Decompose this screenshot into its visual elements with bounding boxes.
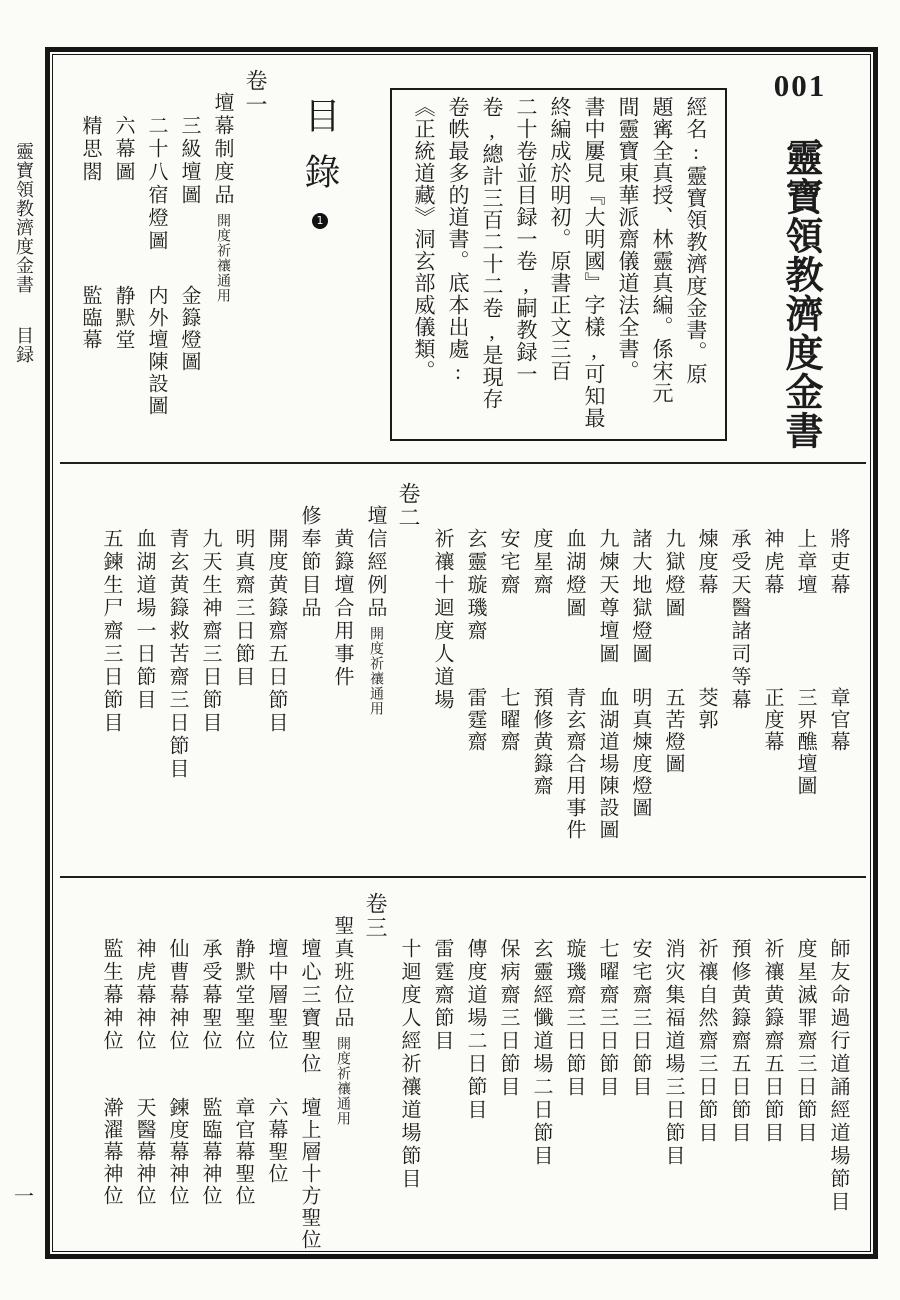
section-divider-1: [60, 462, 866, 464]
note-line: 二十卷並目録一卷,嗣教録一: [514, 96, 538, 385]
volume-1-list: [62, 65, 270, 457]
entry-title: 七曜齋三日節目: [596, 938, 618, 1099]
toc-entry: [724, 888, 753, 1256]
footnote-1-icon: 1: [312, 213, 328, 229]
toc-entry: [261, 478, 290, 874]
entry-title: 消灾集福道場三日節目: [662, 938, 684, 1168]
toc-entry: [658, 478, 687, 874]
entry-subtitle: 章官幕: [827, 687, 849, 753]
margin-section-label: 目録: [14, 326, 34, 364]
entry-title: 預修黄籙齋五日節目: [728, 938, 750, 1145]
entry-subtitle: 六幕聖位: [265, 1097, 287, 1185]
toc-entry: [327, 888, 357, 1256]
entry-title: 壇幕制度品: [211, 92, 233, 207]
entry-title: 青玄黄籙救苦齋三日節目: [166, 528, 188, 781]
bibliographic-note-text: [405, 96, 711, 433]
toc-entry: [228, 478, 257, 874]
toc-entry: [75, 65, 104, 457]
entry-title: 監生幕神位: [100, 938, 122, 1053]
entry-title: 神虎幕神位: [133, 938, 155, 1053]
entry-title: 玄靈經懺道場二日節目: [530, 938, 552, 1168]
toc-entry: [592, 478, 621, 874]
entry-title: 十迴度人經祈禳道場節目: [398, 938, 420, 1191]
note-line: 《正統道藏》洞玄部威儀類。: [412, 96, 436, 382]
entry-subtitle: 七曜齋: [497, 687, 519, 753]
entry-title: 玄靈璇璣齋: [464, 528, 486, 643]
note-line: 經名:靈寶領教濟度金書。原: [684, 96, 708, 385]
entry-title: 六幕圖: [112, 115, 134, 184]
toc-entry: [526, 888, 555, 1256]
entry-title: 承受天醫諸司等幕: [728, 528, 750, 712]
toc-entry: [790, 478, 819, 874]
toc-entry: [195, 888, 224, 1256]
toc-heading: [299, 97, 341, 229]
toc-entry: [427, 888, 456, 1256]
entry-title: 保病齋三日節目: [497, 938, 519, 1099]
volume-label-text: 卷一: [243, 69, 268, 117]
toc-heading-text: 目錄: [300, 97, 340, 209]
entry-title: 雷霆齋節目: [431, 938, 453, 1053]
toc-entry: [427, 478, 456, 874]
entry-title: 壇心三寶聖位: [298, 938, 320, 1076]
volume-label: [361, 888, 390, 1256]
entry-subtitle: 天醫幕神位: [133, 1097, 155, 1207]
note-line: 終編成於明初。原書正文三百: [548, 96, 572, 382]
volume-2-list: [62, 478, 852, 874]
toc-entry: [757, 478, 786, 874]
entry-title: 祈禳自然齋三日節目: [695, 938, 717, 1145]
entry-subtitle: 静默堂: [112, 285, 134, 351]
entry-title: 祈禳黄籙齋五日節目: [761, 938, 783, 1145]
toc-entry: [394, 888, 423, 1256]
entry-title: 明真齋三日節目: [232, 528, 254, 689]
section-divider-2: [60, 876, 866, 878]
toc-entry: [360, 478, 390, 874]
entry-title: 修奉節目品: [298, 505, 320, 620]
toc-entry: [790, 888, 819, 1256]
entry-title: 祈禳十迴度人道場: [431, 528, 453, 712]
toc-entry: [108, 65, 137, 457]
toc-entry: [195, 478, 224, 874]
folio-number: 001: [773, 68, 827, 103]
entry-title: 安宅齋: [497, 528, 519, 597]
entry-subtitle: 茭郭: [695, 687, 717, 731]
entry-title: 度星齋: [530, 528, 552, 597]
toc-entry: [162, 888, 191, 1256]
toc-entry: [592, 888, 621, 1256]
margin-book-title-text: 靈寶領教濟度金書: [14, 142, 34, 294]
bibliographic-note-box: [390, 88, 727, 441]
page-number-label: 一: [14, 1186, 34, 1208]
entry-title: 仙曹幕神位: [166, 938, 188, 1053]
note-line: 卷帙最多的道書。底本出處:: [446, 96, 470, 385]
volume-3-list: [62, 888, 852, 1256]
entry-note: 開度祈禳通用: [215, 213, 230, 303]
entry-subtitle: 明真煉度燈圖: [629, 687, 651, 819]
entry-subtitle: 鍊度幕神位: [166, 1097, 188, 1207]
entry-title: 精思閤: [79, 115, 101, 184]
entry-subtitle: 澣濯幕神位: [100, 1097, 122, 1207]
entry-title: 九天生神齋三日節目: [199, 528, 221, 735]
entry-title: 九獄燈圖: [662, 528, 684, 620]
entry-subtitle: 三界醮壇圖: [794, 687, 816, 797]
toc-entry: [174, 65, 203, 457]
entry-subtitle: 青玄齋合用事件: [563, 687, 585, 841]
toc-entry: [691, 478, 720, 874]
entry-title: 上章壇: [794, 528, 816, 597]
entry-title: 師友命過行道誦經道場節目: [827, 938, 849, 1214]
entry-title: 安宅齋三日節目: [629, 938, 651, 1099]
note-line: 卷,總計三百二十二卷,是現存: [480, 96, 504, 410]
entry-title: 將吏幕: [827, 528, 849, 597]
entry-title: 煉度幕: [695, 528, 717, 597]
entry-title: 神虎幕: [761, 528, 783, 597]
toc-entry: [724, 478, 753, 874]
note-line: 題寗全真授、林靈真編。係宋元: [650, 96, 674, 404]
entry-title: 九煉天尊壇圖: [596, 528, 618, 666]
toc-entry: [625, 888, 654, 1256]
entry-subtitle: 預修黄籙齋: [530, 687, 552, 797]
entry-title: 璇璣齋三日節目: [563, 938, 585, 1099]
entry-title: 静默堂聖位: [232, 938, 254, 1053]
toc-entry: [460, 888, 489, 1256]
toc-entry: [261, 888, 290, 1256]
entry-title: 度星滅罪齋三日節目: [794, 938, 816, 1145]
entry-subtitle: 内外壇陳設圖: [145, 285, 167, 417]
entry-title: 諸大地獄燈圖: [629, 528, 651, 666]
entry-title: 二十八宿燈圖: [145, 115, 167, 253]
toc-entry: [493, 478, 522, 874]
volume-label-text: 卷二: [396, 482, 421, 530]
entry-title: 開度黄籙齋五日節目: [265, 528, 287, 735]
toc-entry: [162, 478, 191, 874]
toc-entry: [96, 478, 125, 874]
entry-subtitle: 正度幕: [761, 687, 783, 753]
entry-title: 聖真班位品: [331, 915, 353, 1030]
entry-subtitle: 壇上層十方聖位: [298, 1097, 320, 1251]
toc-entry: [129, 478, 158, 874]
toc-entry: [691, 888, 720, 1256]
entry-title: 承受幕聖位: [199, 938, 221, 1053]
toc-entry: [294, 888, 323, 1256]
toc-entry: [823, 888, 852, 1256]
book-title: 靈寶領教濟度金書: [779, 138, 821, 450]
entry-title: 傳度道場二日節目: [464, 938, 486, 1122]
toc-entry: [559, 888, 588, 1256]
entry-title: 三級壇圖: [178, 115, 200, 207]
volume-label: [394, 478, 423, 874]
toc-entry: [625, 478, 654, 874]
volume-label: [241, 65, 270, 457]
toc-entry: [757, 888, 786, 1256]
toc-entry: [141, 65, 170, 457]
note-line: 書中屢見『大明國』字樣,可知最: [582, 96, 606, 429]
entry-title: 壇中層聖位: [265, 938, 287, 1053]
margin-gap: [24, 294, 25, 326]
toc-entry: [460, 478, 489, 874]
toc-entry: [658, 888, 687, 1256]
entry-title: 血湖道場一日節目: [133, 528, 155, 712]
entry-subtitle: 五苦燈圖: [662, 687, 684, 775]
toc-entry: [228, 888, 257, 1256]
entry-title: 壇信經例品: [364, 505, 386, 620]
entry-subtitle: 雷霆齋: [464, 687, 486, 753]
toc-entry: [327, 478, 356, 874]
toc-entry: [493, 888, 522, 1256]
entry-title: 黄籙壇合用事件: [331, 528, 353, 689]
toc-entry: [96, 888, 125, 1256]
entry-subtitle: 監臨幕神位: [199, 1097, 221, 1207]
toc-entry: [294, 478, 323, 874]
margin-book-title: [11, 142, 37, 364]
toc-entry: [559, 478, 588, 874]
entry-title: 血湖燈圖: [563, 528, 585, 620]
toc-entry: [129, 888, 158, 1256]
entry-note: 開度祈禳通用: [335, 1036, 350, 1126]
entry-subtitle: 監臨幕: [79, 285, 101, 351]
toc-entry: [526, 478, 555, 874]
toc-entry: [207, 65, 237, 457]
entry-subtitle: 金籙燈圖: [178, 285, 200, 373]
volume-label-text: 卷三: [363, 892, 388, 940]
entry-note: 開度祈禳通用: [368, 626, 383, 716]
entry-subtitle: 血湖道場陳設圖: [596, 687, 618, 841]
note-line: 間靈寶東華派齋儀道法全書。: [616, 96, 640, 382]
toc-entry: [823, 478, 852, 874]
entry-title: 五鍊生尸齋三日節目: [100, 528, 122, 735]
entry-subtitle: 章官幕聖位: [232, 1097, 254, 1207]
